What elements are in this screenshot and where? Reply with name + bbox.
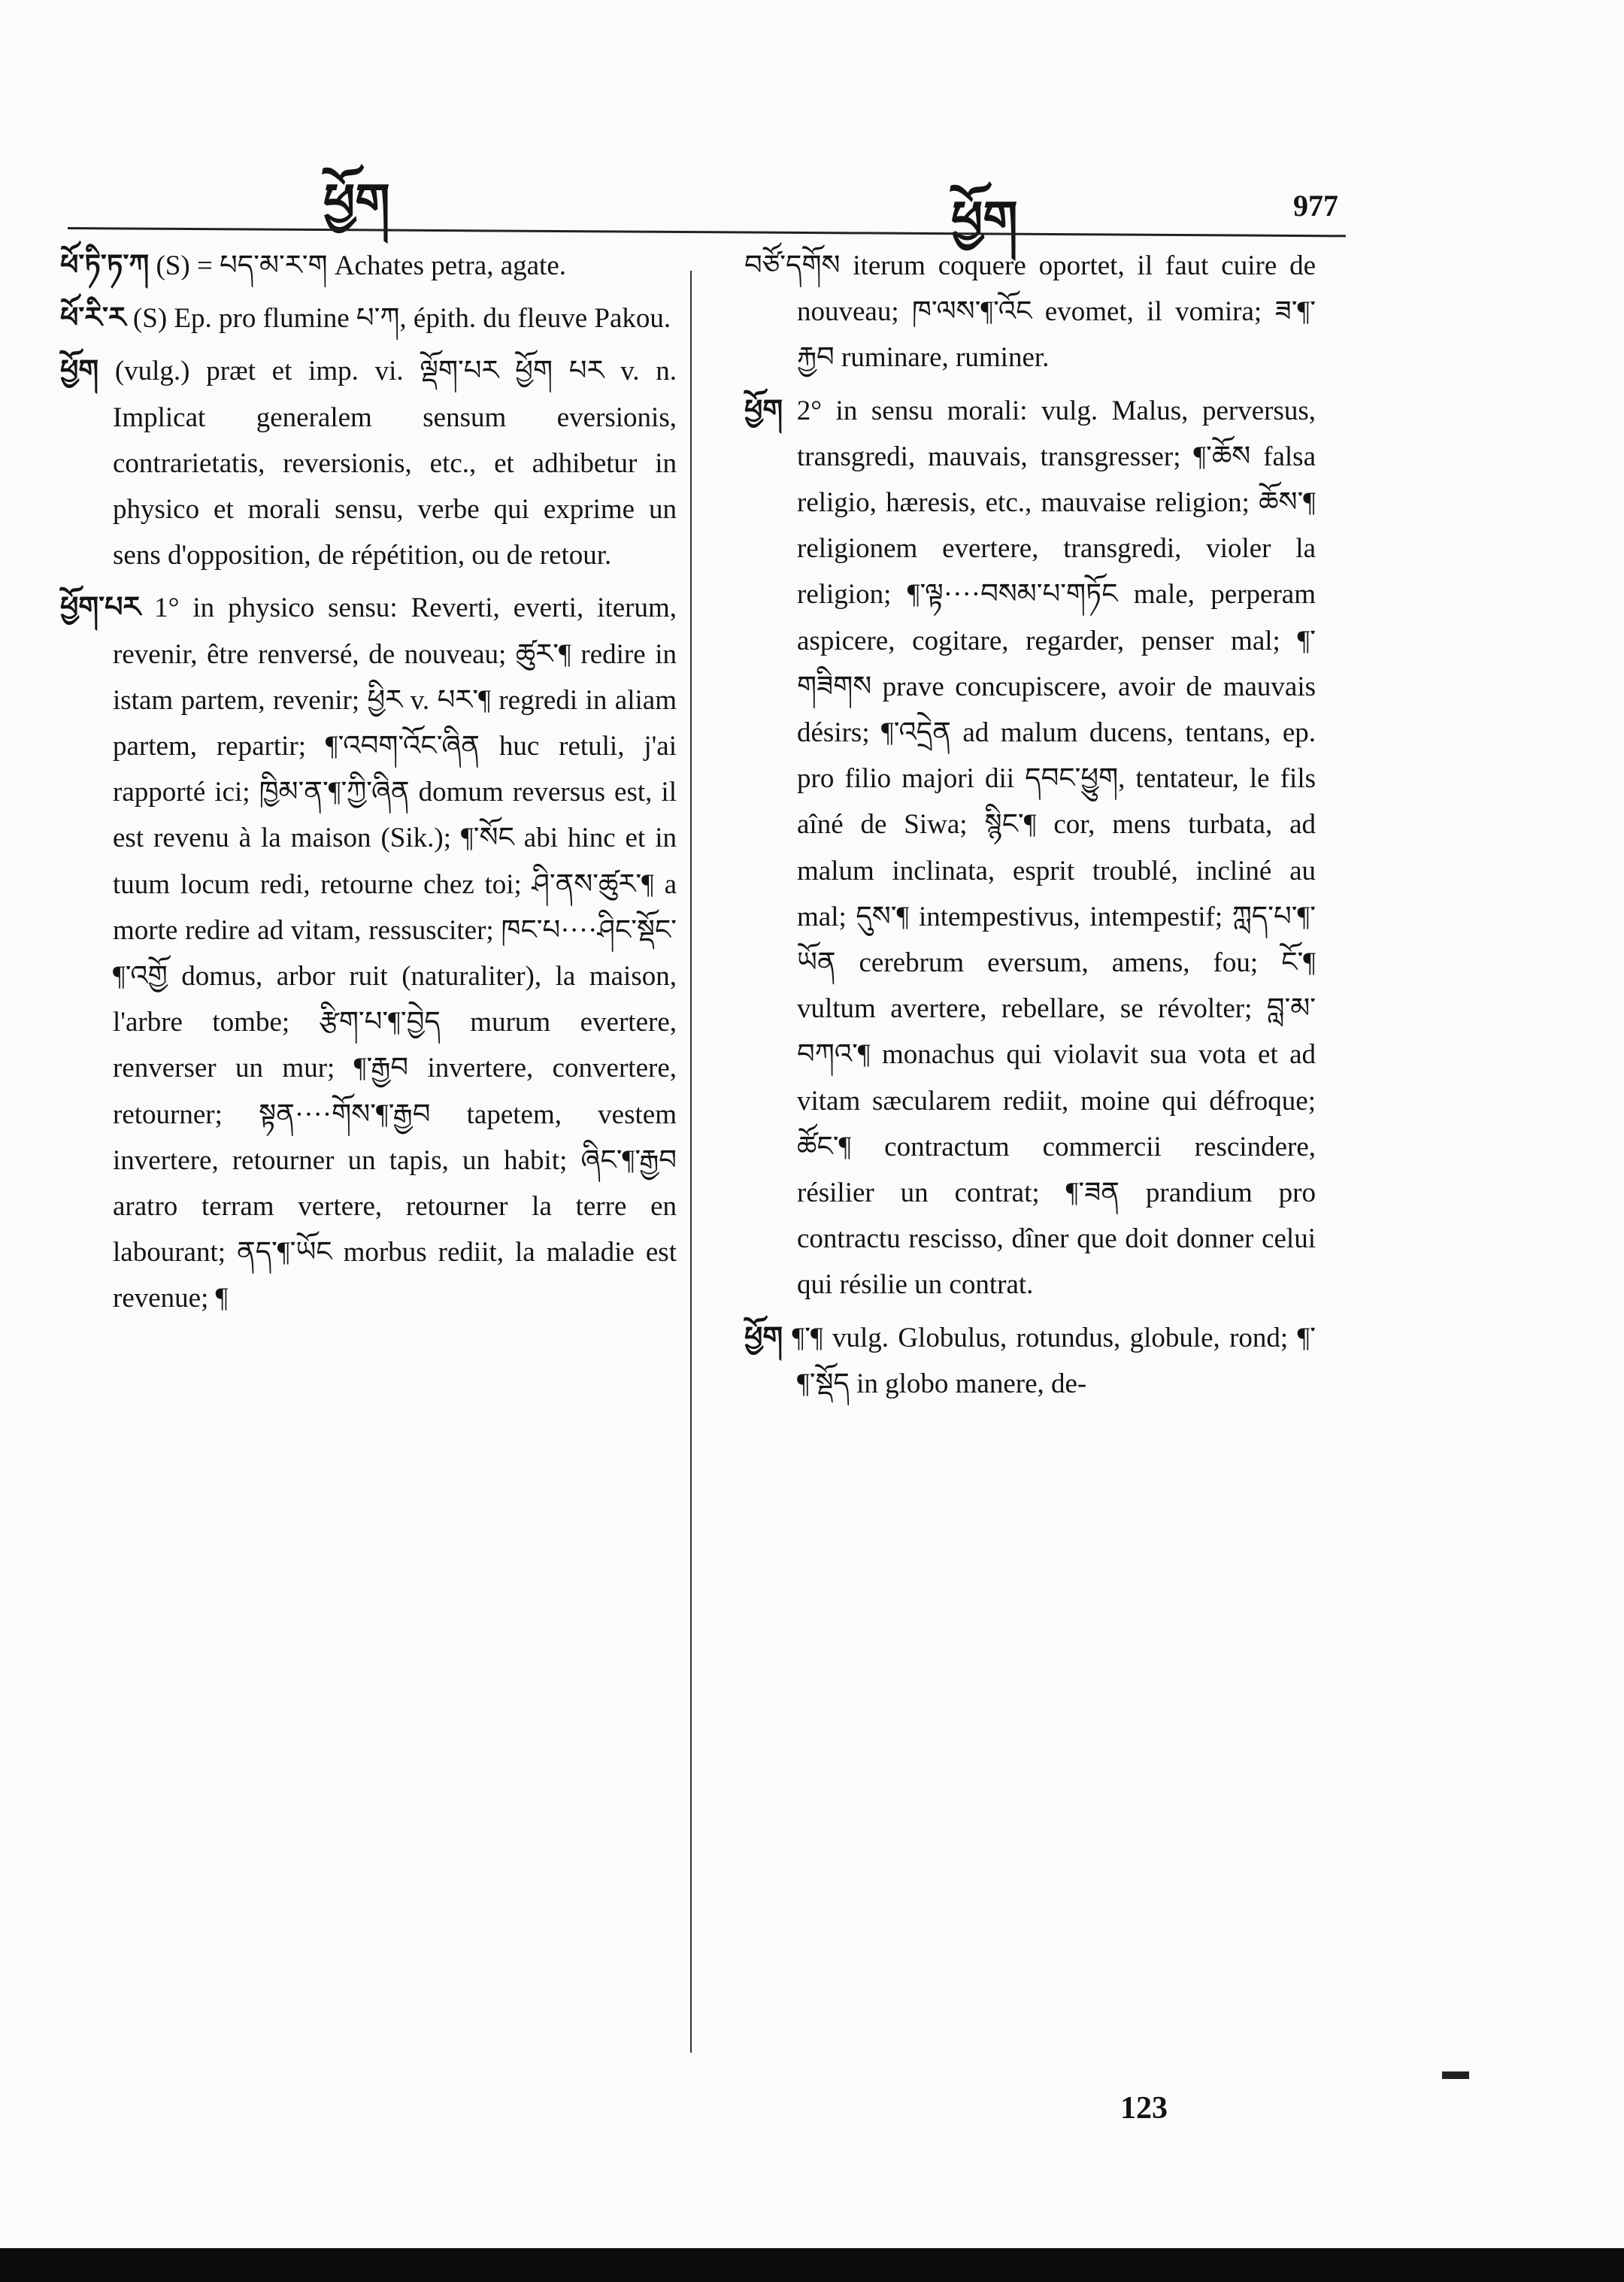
dictionary-entry bbox=[60, 347, 677, 578]
entry-text: 1° in physico sensu: Reverti, everti, iterum, revenir, être renversé, de nouveau; ཚུར་¶ redire in istam partem, revenir; ཕྱིར v. པར་¶ regredi in aliam partem, repartir; ¶་འབག་འོང་ཞིན huc retuli, j'ai rapporté ici; ཁྱིམ་ན་¶་ཀྱི་ཞིན domum reversus est, il est revenu à la maison (Sik.); ¶་སོང abi hinc et in tuum locum redi, retourne chez toi; ཤི་ནས་ཚུར་¶ a morte redire ad vitam, ressusciter; ཁང་པ····ཤིང་སྡོང་¶་འགྱོ domus, arbor ruit (naturaliter), la maison, l'arbre tombe; རྩིག་པ་¶་བྱེད murum evertere, renverser un mur; ¶་རྒྱབ invertere, convertere, retourner; སྟན····གོས་¶་རྒྱབ tapetem, vestem invertere, retourner un tapis, un habit; ཞིང་¶་རྒྱབ aratro terram vertere, retourner la terre en labourant; ནད་¶་ཡོང morbus rediit, la maladie est revenue; ¶ bbox=[113, 592, 677, 1314]
entry-text: 2° in sensu morali: vulg. Malus, perversus, transgredi, mauvais, transgresser; ¶་ཆོས falsa religio, hæresis, etc., mauvaise religion; ཆོས་¶ religionem evertere, transgredi, violer la religion; ¶་ལྟ····བསམ་པ་གཏོང male, perperam aspicere, cogitare, regarder, penser mal; ¶་གཟིགས prave concupiscere, avoir de mauvais désirs; ¶་འདྲེན ad malum ducens, tentans, ep. pro filio majori dii དབང་ཕྱུག, tentateur, le fils aîné de Siwa; སྙིང་¶ cor, mens turbata, ad malum inclinata, esprit troublé, incliné au mal; དུས་¶ intempestivus, intempestif; ཀླད་པ་¶་ཡོན cerebrum eversum, amens, fou; ངོ་¶ vultum avertere, rebellare, se révolter; བླ་མ་བཀའ་¶ monachus qui violavit sua vota et ad vitam sæcularem rediit, moine qui défroque; ཚོང་¶ contractum commercii rescindere, résilier un contrat; ¶་ཟན prandium pro contractu rescisso, dîner que doit donner celui qui résilie un contrat. bbox=[796, 395, 1316, 1301]
dictionary-entry bbox=[744, 1314, 1316, 1407]
entry-text: ¶་¶ vulg. Globulus, rotundus, globule, rond; ¶་¶་སྡོད in globo manere, de- bbox=[792, 1322, 1316, 1399]
entry-text: (S) Ep. pro flumine པ་ཀ, épith. du fleuve Pakou. bbox=[132, 303, 671, 335]
right-column bbox=[744, 242, 1316, 1413]
signature-mark: 123 bbox=[1120, 2091, 1168, 2126]
dictionary-entry bbox=[60, 242, 677, 289]
entry-headword: ཕོ་ཏི་ཏ་ཀ bbox=[60, 248, 150, 281]
entry-headword: ཕྱོག bbox=[60, 353, 99, 387]
dictionary-entry bbox=[744, 242, 1316, 381]
page-number: 977 bbox=[1293, 189, 1338, 223]
margin-mark bbox=[1442, 2071, 1469, 2079]
dictionary-entry bbox=[60, 295, 677, 341]
dictionary-entry bbox=[60, 584, 677, 1321]
left-column bbox=[60, 242, 677, 1328]
entry-headword: ཕྱོག་པར bbox=[60, 590, 141, 624]
entry-text: (S) = པད་མ་ར་ག Achates petra, agate. bbox=[156, 250, 566, 281]
guide-word-left: ཕྱོག bbox=[323, 175, 390, 230]
entry-headword: ཕྱོག bbox=[744, 1320, 783, 1353]
guide-word-right: ཕྱོག bbox=[951, 192, 1018, 247]
entry-text: (vulg.) præt et imp. vi. ལྡོག་པར ཕྱོག པར v. n. Implicat generalem sensum eversionis, contrarietatis, reversionis, etc., et adhibetur in physico et morali sensu, verbe qui exprime un sens d'opposition, de répétition, ou de retour. bbox=[113, 356, 677, 571]
entry-text: བཙོ་དགོས iterum coquere oportet, il faut cuire de nouveau; ཁ་ལས་¶་འོང evomet, il vomira; ཟ་¶་རྐྱབ ruminare, ruminer. bbox=[744, 250, 1316, 374]
header-rule bbox=[68, 227, 1346, 237]
entry-headword: ཕོ་རི་ར bbox=[60, 301, 126, 335]
column-divider bbox=[690, 271, 692, 2053]
entry-headword: ཕྱོག bbox=[744, 392, 783, 426]
scan-edge-bar bbox=[0, 2248, 1624, 2282]
dictionary-entry bbox=[744, 387, 1316, 1308]
